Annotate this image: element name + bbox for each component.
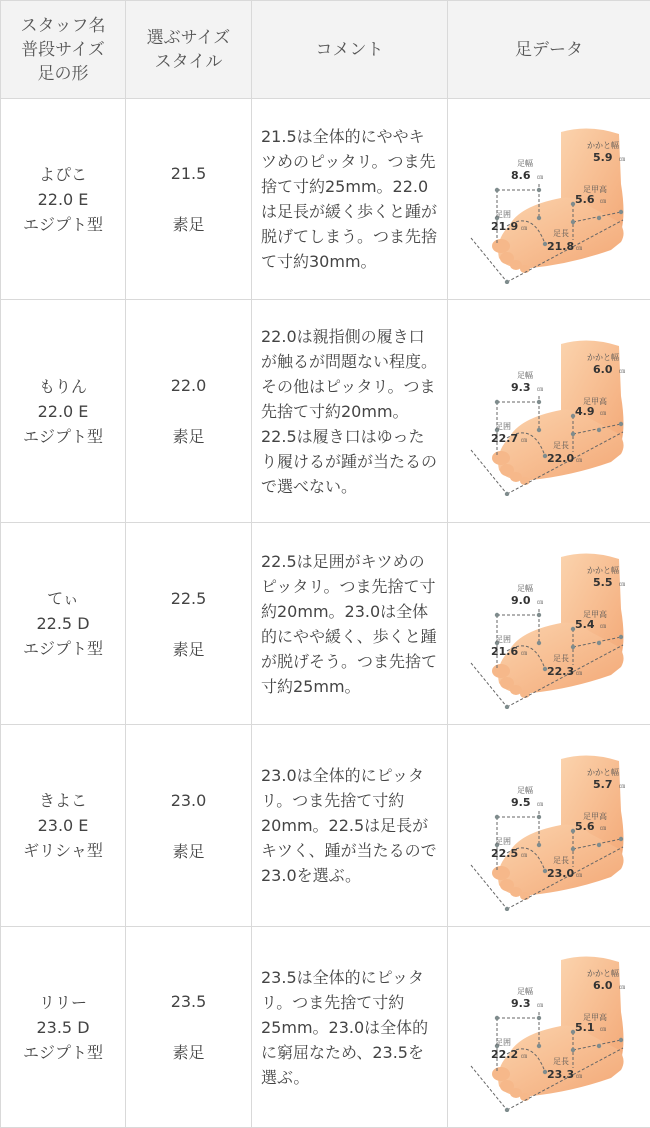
label-heel: かかと幅	[587, 767, 619, 777]
label-length: 足長	[553, 1057, 569, 1066]
foot-diagram	[461, 114, 637, 284]
foot-shape: エジプト型	[1, 636, 125, 661]
foot-diagram	[461, 539, 637, 709]
toe	[520, 892, 530, 900]
label-width: 足幅	[517, 583, 533, 593]
comment-cell: 22.5は足囲がキツめのピッタリ。つま先捨て寸約20mm。23.0は全体的にやや緩く、歩くと踵が脱げそう。つま先捨て寸約25mm。	[252, 523, 448, 725]
value-length: 23.0	[547, 867, 574, 880]
label-girth: 足囲	[495, 422, 511, 431]
label-width: 足幅	[517, 785, 533, 795]
staff-name: よぴこ	[1, 162, 125, 187]
value-girth: 22.5	[491, 847, 518, 860]
toe	[520, 1093, 530, 1101]
foot-data-cell	[448, 927, 650, 1128]
unit-instep: ㎝	[600, 410, 606, 417]
value-girth: 22.7	[491, 432, 518, 445]
value-heel: 6.0	[593, 979, 613, 992]
value-length: 22.3	[547, 665, 574, 678]
staff-cell	[1, 99, 126, 300]
unit-width: ㎝	[537, 1002, 543, 1009]
unit-length: ㎝	[576, 245, 582, 252]
foot-shape: エジプト型	[1, 424, 125, 449]
foot-diagram	[461, 942, 637, 1112]
unit-length: ㎝	[576, 670, 582, 677]
unit-instep: ㎝	[600, 825, 606, 832]
table-row	[1, 523, 650, 725]
unit-width: ㎝	[537, 386, 543, 393]
staff-name: もりん	[1, 374, 125, 399]
value-width: 9.3	[511, 997, 531, 1010]
unit-instep: ㎝	[600, 198, 606, 205]
wear-style: 素足	[172, 215, 204, 234]
label-length: 足長	[553, 654, 569, 663]
label-heel: かかと幅	[587, 140, 619, 150]
unit-girth: ㎝	[521, 225, 527, 232]
foot-data-cell	[448, 300, 650, 523]
chosen-size: 23.0	[126, 788, 251, 813]
value-width: 8.6	[511, 169, 531, 182]
staff-cell	[1, 523, 126, 725]
usual-size: 23.5 D	[1, 1015, 125, 1040]
header-foot-data: 足データ	[448, 1, 650, 99]
staff-cell	[1, 927, 126, 1128]
label-heel: かかと幅	[587, 352, 619, 362]
usual-size: 22.0 E	[1, 187, 125, 212]
foot-diagram	[461, 741, 637, 911]
chosen-size: 23.5	[126, 989, 251, 1014]
unit-length: ㎝	[576, 1073, 582, 1080]
header-comment: コメント	[252, 1, 448, 99]
unit-width: ㎝	[537, 174, 543, 181]
value-heel: 5.5	[593, 576, 613, 589]
toe	[492, 866, 510, 880]
toe	[492, 664, 510, 678]
label-girth: 足囲	[495, 210, 511, 219]
label-girth: 足囲	[495, 837, 511, 846]
value-instep: 5.1	[575, 1021, 595, 1034]
value-heel: 6.0	[593, 363, 613, 376]
staff-name: てぃ	[1, 586, 125, 611]
value-instep: 4.9	[575, 405, 595, 418]
table-row	[1, 725, 650, 927]
wear-style: 素足	[172, 427, 204, 446]
value-heel: 5.9	[593, 151, 613, 164]
table-row	[1, 927, 650, 1128]
foot-data-cell	[448, 725, 650, 927]
label-instep: 足甲高	[583, 396, 607, 406]
label-length: 足長	[553, 229, 569, 238]
usual-size: 22.5 D	[1, 611, 125, 636]
toe	[492, 239, 510, 253]
style-cell	[126, 99, 252, 300]
unit-heel: ㎝	[619, 581, 625, 588]
comment-cell: 23.0は全体的にピッタリ。つま先捨て寸約20mm。22.5は足長がキツく、踵が当たるので23.0を選ぶ。	[252, 725, 448, 927]
chosen-size: 21.5	[126, 161, 251, 186]
unit-width: ㎝	[537, 599, 543, 606]
comment-cell: 21.5は全体的にややキツめのピッタリ。つま先捨て寸約25mm。22.0は足長が緩く歩くと踵が脱げてしまう。つま先捨て寸約30mm。	[252, 99, 448, 300]
staff-name: リリー	[1, 990, 125, 1015]
unit-instep: ㎝	[600, 1026, 606, 1033]
value-width: 9.3	[511, 381, 531, 394]
unit-girth: ㎝	[521, 1053, 527, 1060]
style-cell	[126, 523, 252, 725]
usual-size: 22.0 E	[1, 399, 125, 424]
staff-cell	[1, 725, 126, 927]
foot-diagram	[461, 326, 637, 496]
foot-shape: エジプト型	[1, 1040, 125, 1065]
label-length: 足長	[553, 856, 569, 865]
label-width: 足幅	[517, 158, 533, 168]
label-heel: かかと幅	[587, 968, 619, 978]
label-instep: 足甲高	[583, 811, 607, 821]
comment-cell: 22.0は親指側の履き口が触るが問題ない程度。その他はピッタリ。つま先捨て寸約20mm。22.5は履き口はゆったり履けるが踵が当たるので選べない。	[252, 300, 448, 523]
wear-style: 素足	[172, 640, 204, 659]
foot-shape: ギリシャ型	[1, 838, 125, 863]
label-length: 足長	[553, 441, 569, 450]
label-girth: 足囲	[495, 635, 511, 644]
unit-width: ㎝	[537, 801, 543, 808]
style-cell	[126, 725, 252, 927]
value-instep: 5.6	[575, 820, 595, 833]
value-length: 23.3	[547, 1068, 574, 1081]
header-staff: スタッフ名 普段サイズ 足の形	[1, 1, 126, 99]
label-heel: かかと幅	[587, 565, 619, 575]
value-width: 9.0	[511, 594, 531, 607]
label-instep: 足甲高	[583, 609, 607, 619]
header-row	[1, 1, 650, 99]
toe	[520, 690, 530, 698]
staff-cell	[1, 300, 126, 523]
table-row	[1, 99, 650, 300]
value-girth: 21.6	[491, 645, 518, 658]
toe	[492, 1067, 510, 1081]
table-row	[1, 300, 650, 523]
style-cell	[126, 927, 252, 1128]
unit-girth: ㎝	[521, 852, 527, 859]
label-width: 足幅	[517, 370, 533, 380]
unit-heel: ㎝	[619, 156, 625, 163]
label-width: 足幅	[517, 986, 533, 996]
label-instep: 足甲高	[583, 1012, 607, 1022]
chosen-size: 22.5	[126, 586, 251, 611]
header-style: 選ぶサイズ スタイル	[126, 1, 252, 99]
value-length: 22.0	[547, 452, 574, 465]
toe	[520, 477, 530, 485]
value-length: 21.8	[547, 240, 574, 253]
unit-heel: ㎝	[619, 783, 625, 790]
chosen-size: 22.0	[126, 373, 251, 398]
value-girth: 22.2	[491, 1048, 518, 1061]
usual-size: 23.0 E	[1, 813, 125, 838]
unit-girth: ㎝	[521, 437, 527, 444]
value-width: 9.5	[511, 796, 531, 809]
unit-girth: ㎝	[521, 650, 527, 657]
label-instep: 足甲高	[583, 184, 607, 194]
value-heel: 5.7	[593, 778, 613, 791]
wear-style: 素足	[172, 842, 204, 861]
value-instep: 5.4	[575, 618, 595, 631]
wear-style: 素足	[172, 1043, 204, 1062]
value-instep: 5.6	[575, 193, 595, 206]
value-girth: 21.9	[491, 220, 518, 233]
toe	[492, 451, 510, 465]
unit-length: ㎝	[576, 457, 582, 464]
foot-data-cell	[448, 99, 650, 300]
style-cell	[126, 300, 252, 523]
foot-data-cell	[448, 523, 650, 725]
toe	[520, 265, 530, 273]
label-girth: 足囲	[495, 1038, 511, 1047]
foot-shape: エジプト型	[1, 212, 125, 237]
unit-instep: ㎝	[600, 623, 606, 630]
staff-name: きよこ	[1, 788, 125, 813]
unit-heel: ㎝	[619, 368, 625, 375]
comment-cell: 23.5は全体的にピッタリ。つま先捨て寸約25mm。23.0は全体的に窮屈なため、23.5を選ぶ。	[252, 927, 448, 1128]
unit-heel: ㎝	[619, 984, 625, 991]
unit-length: ㎝	[576, 872, 582, 879]
